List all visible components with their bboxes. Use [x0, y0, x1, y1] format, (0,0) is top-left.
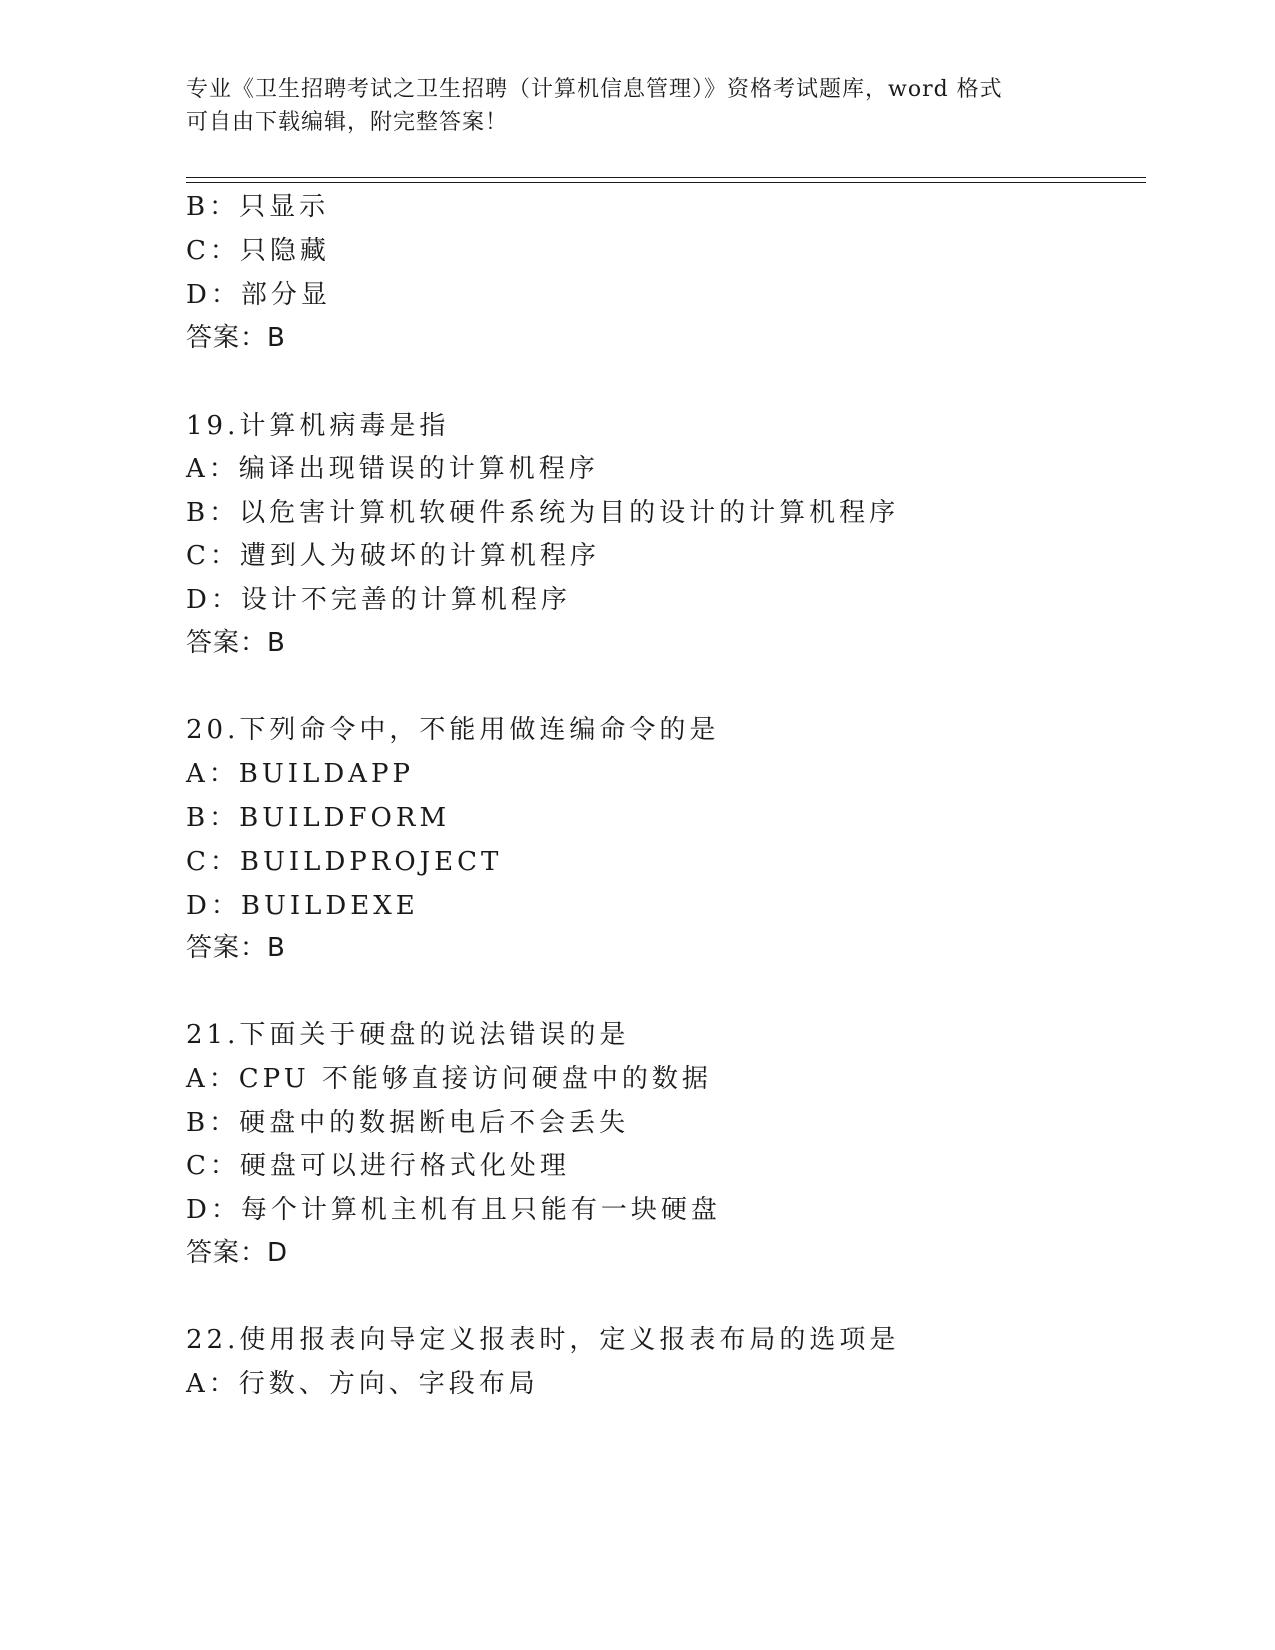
q20-question: 20.下列命令中，不能用做连编命令的是: [186, 715, 720, 745]
q19-answer: 答案：B: [186, 628, 286, 658]
prev-option-b: B：只显示: [186, 192, 330, 222]
q19-option-a: A：编译出现错误的计算机程序: [186, 454, 599, 484]
prev-option-d: D：部分显: [186, 280, 331, 310]
prev-answer: 答案：B: [186, 323, 286, 353]
q19-option-c: C：遭到人为破坏的计算机程序: [186, 541, 600, 571]
header-divider-bottom: [186, 182, 1146, 183]
q21-option-c: C：硬盘可以进行格式化处理: [186, 1151, 570, 1181]
q22-question: 22.使用报表向导定义报表时，定义报表布局的选项是: [186, 1325, 900, 1355]
document-header: [186, 73, 1086, 139]
q20-option-b: B：BUILDFORM: [186, 803, 451, 833]
header-line-1: 专业《卫生招聘考试之卫生招聘（计算机信息管理）》资格考试题库，word 格式: [186, 77, 1003, 102]
q20-answer: 答案：B: [186, 933, 286, 963]
q20-option-d: D：BUILDEXE: [186, 891, 419, 921]
header-divider-top: [186, 177, 1146, 178]
q21-answer: 答案：D: [186, 1238, 289, 1268]
q22-option-a: A：行数、方向、字段布局: [186, 1369, 539, 1399]
q21-option-b: B：硬盘中的数据断电后不会丢失: [186, 1108, 630, 1138]
q21-question: 21.下面关于硬盘的说法错误的是: [186, 1020, 630, 1050]
q19-option-b: B：以危害计算机软硬件系统为目的设计的计算机程序: [186, 498, 900, 528]
q21-option-a: A：CPU 不能够直接访问硬盘中的数据: [186, 1064, 712, 1094]
q19-question: 19.计算机病毒是指: [186, 411, 450, 441]
q20-option-a: A：BUILDAPP: [186, 759, 414, 789]
q20-option-c: C：BUILDPROJECT: [186, 847, 503, 877]
prev-option-c: C：只隐藏: [186, 236, 330, 266]
q19-option-d: D：设计不完善的计算机程序: [186, 585, 571, 615]
header-line-2: 可自由下载编辑，附完整答案！: [186, 110, 509, 135]
q21-option-d: D：每个计算机主机有且只能有一块硬盘: [186, 1195, 721, 1225]
